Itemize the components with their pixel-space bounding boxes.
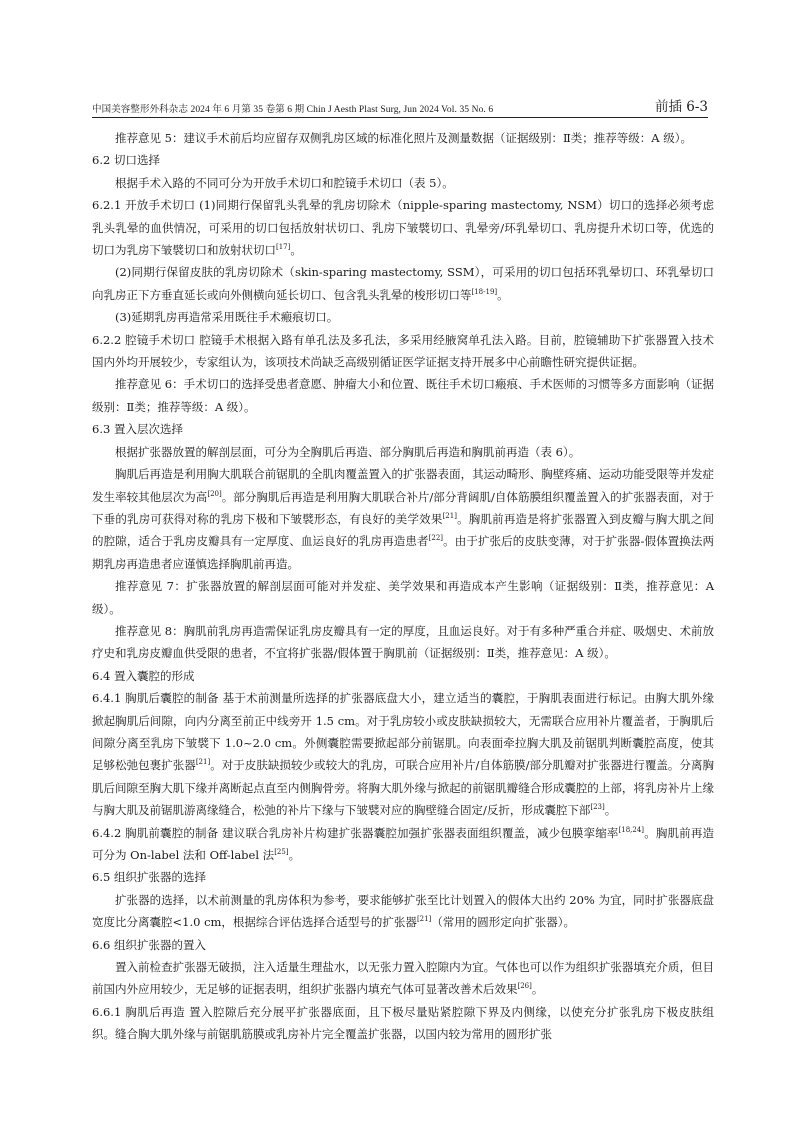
section-heading bbox=[92, 665, 714, 687]
subsection-paragraph bbox=[92, 1001, 714, 1046]
paragraph-text: 推荐意见 8：胸肌前乳房再造需保证乳房皮瓣具有一定的厚度，且血运良好。对于有多种严重合并症、吸烟史、术前放疗史和乳房皮瓣血供受限的患者，不宜将扩张器/假体置于胸肌前（证据级别：Ⅱ类，推荐意见：A 级）。 bbox=[92, 623, 714, 661]
paragraph-text: 胸肌后再造是利用胸大肌联合前锯肌的全肌肉覆盖置入的扩张器表面，其运动畸形、胸壁疼痛、运动功能受限等并发症发生率较其他层次为高 bbox=[92, 467, 714, 504]
paragraph-text: 6.4 置入囊腔的形成 bbox=[92, 668, 195, 683]
paragraph-text: 6.4.2 胸肌前囊腔的制备 建议联合乳房补片构建扩张器囊腔加强扩张器表面组织覆盖，减少包膜挛缩率 bbox=[92, 825, 619, 840]
paragraph-text: 。 bbox=[531, 982, 544, 997]
body-paragraph bbox=[92, 261, 714, 306]
paragraph-text: （常用的圆形定向扩张器）。 bbox=[431, 915, 576, 930]
body-paragraph bbox=[92, 373, 714, 418]
paragraph-text: 。 bbox=[288, 848, 301, 862]
paragraph-text: 6.4.1 胸肌后囊腔的制备 基于术前测量所选择的扩张器底盘大小，建立适当的囊腔，于胸肌表面进行标记。由胸大肌外缘掀起胸肌后间隙，向内分离至前正中线旁开 1.5 cm。对于乳房较小或皮肤缺损较大，无需联合应用补片覆盖者，于胸肌后间隙分离至乳房下皱襞下 1.0~2.0 cm。外侧囊腔需要掀起部分前锯肌。向表面牵拉胸大肌及前锯肌判断囊腔高度，使其足够松弛包裹扩张器 bbox=[92, 691, 714, 773]
body-paragraph bbox=[92, 127, 714, 149]
citation-ref: [17] bbox=[276, 243, 291, 252]
citation-ref: [21] bbox=[416, 915, 432, 924]
citation-ref: [25] bbox=[274, 848, 289, 857]
body-paragraph bbox=[92, 172, 714, 194]
journal-citation: 中国美容整形外科杂志 2024 年 6 月第 35 卷第 6 期 Chin J Aesth Plast Surg, Jun 2024 Vol. 35 No. 6 bbox=[92, 105, 494, 115]
paragraph-text: 6.2.1 开放手术切口 (1)同期行保留乳头乳晕的乳房切除术（nipple-sparing mastectomy, NSM）切口的选择必须考虑乳头乳晕的血供情况，可采用的切口包括放射状切口、乳房下皱襞切口、乳晕旁/环乳晕切口、乳房提升术切口等，优选的切口为乳房下皱襞切口和放射状切口 bbox=[92, 198, 714, 258]
paragraph-text: 。 bbox=[604, 803, 617, 818]
subsection-paragraph bbox=[92, 822, 714, 867]
page-number: 前插 6-3 bbox=[654, 99, 708, 115]
body-paragraph bbox=[92, 441, 714, 463]
paragraph-text: 根据扩张器放置的解剖层面，可分为全胸肌后再造、部分胸肌后再造和胸肌前再造（表 6）。 bbox=[115, 444, 581, 459]
paragraph-text: 。 bbox=[497, 287, 509, 302]
article-body bbox=[92, 127, 714, 1046]
subsection-paragraph bbox=[92, 194, 714, 261]
section-heading bbox=[92, 934, 714, 956]
paragraph-text: 扩张器的选择，以术前测量的乳房体积为参考，要求能够扩张至比计划置入的假体大出约 20% 为宜，同时扩张器底盘宽度比分离囊腔<1.0 cm，根据综合评估选择合适型号的扩张器 bbox=[92, 892, 714, 930]
section-heading bbox=[92, 418, 714, 440]
body-paragraph bbox=[92, 889, 714, 934]
body-paragraph bbox=[92, 463, 714, 575]
paragraph-text: 6.6.1 胸肌后再造 置入腔隙后充分展平扩张器底面，且下极尽量贴紧腔隙下界及内侧缘，以使充分扩张乳房下极皮肤组织。缝合胸大肌外缘与前锯肌筋膜或乳房补片完全覆盖扩张器，以国内较为常用的圆形扩张 bbox=[92, 1004, 714, 1042]
header-rule bbox=[92, 117, 708, 118]
body-paragraph bbox=[92, 620, 714, 665]
paragraph-text: 。 bbox=[290, 243, 302, 258]
subsection-paragraph bbox=[92, 687, 714, 821]
paragraph-text: 6.3 置入层次选择 bbox=[92, 422, 183, 437]
body-paragraph bbox=[92, 306, 714, 328]
running-header bbox=[92, 93, 708, 115]
citation-ref: [26] bbox=[517, 982, 532, 991]
citation-ref: [18-19] bbox=[471, 288, 498, 297]
citation-ref: [22] bbox=[428, 534, 444, 543]
paragraph-text: 根据手术入路的不同可分为开放手术切口和腔镜手术切口（表 5）。 bbox=[115, 175, 454, 190]
section-heading bbox=[92, 149, 714, 171]
paragraph-text: (2)同期行保留皮肤的乳房切除术（skin-sparing mastectomy, SSM），可采用的切口包括环乳晕切口、环乳晕切口向乳房正下方垂直延长或向外侧横向延长切口、包含乳头乳晕的梭形切口等 bbox=[92, 265, 714, 302]
paragraph-text: 。对于皮肤缺损较少或较大的乳房，可联合应用补片/自体筋膜/部分肌瓣对扩张器进行覆盖。分离胸肌后间隙至胸大肌下缘并离断起点直至内侧胸骨旁。将胸大肌外缘与掀起的前锯肌瓣缝合形成囊腔的上部，将乳房补片上缘与胸大肌及前锯肌游离缘缝合，松弛的补片下缘与下皱襞对应的胸壁缝合固定/反折，形成囊腔下部 bbox=[92, 758, 714, 818]
paragraph-text: 推荐意见 6：手术切口的选择受患者意愿、肿瘤大小和位置、既往手术切口瘢痕、手术医师的习惯等多方面影响（证据级别：Ⅱ类；推荐等级：A 级）。 bbox=[92, 377, 714, 414]
paragraph-text: 6.2.2 腔镜手术切口 腔镜手术根据入路有单孔法及多孔法，多采用经腋窝单孔法入路。目前，腔镜辅助下扩张器置入技术国内外均开展较少，专家组认为，该项技术尚缺乏高级别循证医学证据支持开展多中心前瞻性研究提供证据。 bbox=[92, 332, 714, 370]
paragraph-text: 推荐意见 7：扩张器放置的解剖层面可能对并发症、美学效果和再造成本产生影响（证据级别：Ⅱ类，推荐意见：A 级）。 bbox=[92, 579, 714, 616]
paragraph-text: 6.5 组织扩张器的选择 bbox=[92, 870, 206, 885]
paragraph-text: 。由于扩张后的皮肤变薄，对于扩张器-假体置换法两期乳房再造患者应谨慎选择胸肌前再造。 bbox=[92, 534, 714, 571]
citation-ref: [23] bbox=[590, 803, 605, 812]
paragraph-text: 推荐意见 5：建议手术前后均应留存双侧乳房区域的标准化照片及测量数据（证据级别：Ⅱ类；推荐等级：A 级）。 bbox=[115, 131, 692, 145]
paragraph-text: 置入前检查扩张器无破损，注入适量生理盐水，以无张力置入腔隙内为宜。气体也可以作为组织扩张器填充介质，但目前国内外应用较少，无足够的证据表明，组织扩张器内填充气体可显著改善术后效果 bbox=[92, 960, 714, 997]
citation-ref: [21] bbox=[442, 512, 457, 521]
paragraph-text: 。胸肌前再造是将扩张器置入到皮瓣与胸大肌之间的腔隙，适合于乳房皮瓣具有一定厚度、血运良好的乳房再造患者 bbox=[92, 511, 715, 549]
paragraph-text: 。部分胸肌后再造是利用胸大肌联合补片/部分背阔肌/自体筋膜组织覆盖置入的扩张器表面，对于下垂的乳房可获得对称的乳房下极和下皱襞形态，有良好的美学效果 bbox=[92, 489, 715, 526]
body-paragraph bbox=[92, 956, 714, 1001]
section-heading bbox=[92, 866, 714, 888]
subsection-paragraph bbox=[92, 329, 714, 374]
paragraph-text: (3)延期乳房再造常采用既往手术瘢痕切口。 bbox=[115, 310, 339, 325]
paragraph-text: 6.2 切口选择 bbox=[92, 153, 160, 168]
paragraph-text: 6.6 组织扩张器的置入 bbox=[92, 937, 206, 952]
paragraph-text: 。胸肌前再造可分为 On-label 法和 Off-label 法 bbox=[92, 825, 714, 862]
citation-ref: [21] bbox=[195, 758, 211, 767]
body-paragraph bbox=[92, 575, 714, 620]
citation-ref: [20] bbox=[207, 489, 222, 498]
citation-ref: [18,24] bbox=[618, 825, 645, 834]
